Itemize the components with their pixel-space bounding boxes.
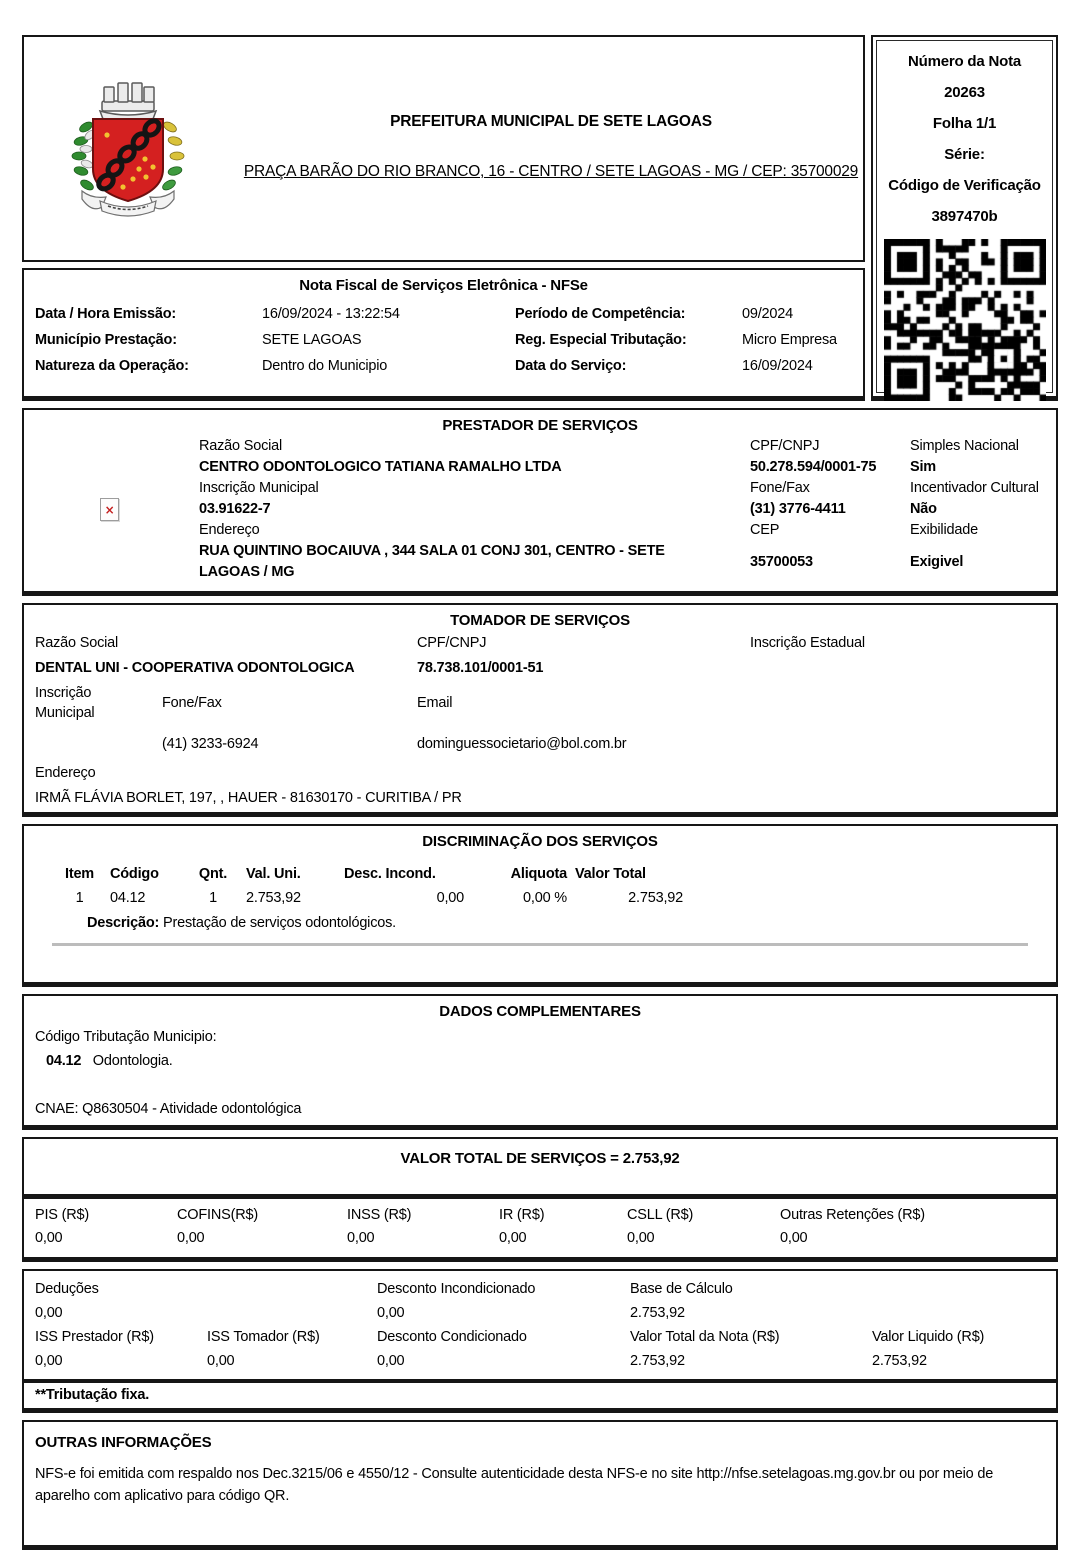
value-iss-tomador: 0,00 xyxy=(207,1353,235,1369)
broken-image-x: × xyxy=(104,502,115,517)
servicos-title: DISCRIMINAÇÃO DOS SERVIÇOS xyxy=(422,833,658,850)
municipality-title: PREFEITURA MUNICIPAL DE SETE LAGOAS xyxy=(390,113,712,130)
nota-verificacao: 3897470b xyxy=(931,208,998,225)
valor-total-line: VALOR TOTAL DE SERVIÇOS = 2.753,92 xyxy=(400,1150,680,1167)
field-label: Natureza da Operação: xyxy=(35,358,189,374)
nfse-document xyxy=(22,35,1058,1557)
dados-title: DADOS COMPLEMENTARES xyxy=(439,1003,641,1020)
tributacao-fixa-note: **Tributação fixa. xyxy=(35,1387,150,1403)
logo-cell xyxy=(24,37,239,260)
nota-inner xyxy=(876,40,1053,393)
nota-serie-label: Série: xyxy=(944,146,985,163)
servicos-table-row xyxy=(24,886,1056,910)
field-label: CPF/CNPJ xyxy=(750,438,820,454)
cell-valor-total: 2.753,92 xyxy=(628,890,683,906)
field-label: Simples Nacional xyxy=(910,438,1019,454)
field-label: Período de Competência: xyxy=(515,306,686,322)
ret-label-pis: PIS (R$) xyxy=(35,1207,89,1223)
field-label: Endereço xyxy=(35,765,96,781)
prestador-fields xyxy=(24,434,1056,591)
cell-item: 1 xyxy=(75,890,84,906)
codigo-tributacao-desc: Odontologia. xyxy=(92,1053,173,1069)
field-value: Micro Empresa xyxy=(742,332,837,348)
prestador-razao-social: CENTRO ODONTOLOGICO TATIANA RAMALHO LTDA xyxy=(199,459,562,475)
outras-title: OUTRAS INFORMAÇÕES xyxy=(35,1434,212,1451)
ret-label-ir: IR (R$) xyxy=(499,1207,545,1223)
cell-desc-incond: 0,00 xyxy=(436,890,464,906)
prestador-incentivador: Não xyxy=(910,501,937,517)
ret-value-outras: 0,00 xyxy=(780,1230,808,1246)
label-deducoes: Deduções xyxy=(35,1281,99,1297)
spacer xyxy=(24,946,1056,982)
municipality-coat-of-arms-icon xyxy=(60,75,196,225)
prestador-inscricao: 03.91622-7 xyxy=(199,501,271,517)
value-desc-condicionado: 0,00 xyxy=(377,1353,405,1369)
field-label: Razão Social xyxy=(35,635,119,651)
prestador-cep: 35700053 xyxy=(750,553,813,570)
dados-complementares-section xyxy=(22,994,1058,1130)
tomador-razao-social: DENTAL UNI - COOPERATIVA ODONTOLOGICA xyxy=(35,660,355,676)
tomador-cnpj: 78.738.101/0001-51 xyxy=(417,660,544,676)
ret-label-cofins: COFINS(R$) xyxy=(177,1207,258,1223)
nota-number-box xyxy=(871,35,1058,401)
qr-code xyxy=(884,239,1046,401)
tomador-fields xyxy=(24,629,1056,812)
servico-descricao-line xyxy=(87,912,1056,934)
nota-folha: Folha 1/1 xyxy=(932,115,997,132)
label-valor-total-nota: Valor Total da Nota (R$) xyxy=(630,1329,780,1345)
totais-grid xyxy=(24,1271,1056,1375)
field-value: 16/09/2024 xyxy=(742,358,813,374)
col-header-qnt: Qnt. xyxy=(198,866,228,882)
servicos-table-header xyxy=(24,862,1056,886)
prestador-endereco: RUA QUINTINO BOCAIUVA , 344 SALA 01 CONJ 301, CENTRO - SETE LAGOAS / MG xyxy=(199,543,665,580)
field-label: Fone/Fax xyxy=(750,480,810,496)
label-desc-incondicionado: Desconto Incondicionado xyxy=(377,1281,536,1297)
ret-value-csll: 0,00 xyxy=(627,1230,655,1246)
label-desc-condicionado: Desconto Condicionado xyxy=(377,1329,527,1345)
field-label: Inscrição Municipal xyxy=(199,480,319,496)
municipality-address: PRAÇA BARÃO DO RIO BRANCO, 16 - CENTRO / SETE LAGOAS - MG / CEP: 35700029 xyxy=(243,163,859,180)
value-deducoes: 0,00 xyxy=(35,1305,63,1321)
nfse-fields xyxy=(24,294,863,374)
nota-numero-label: Número da Nota xyxy=(907,53,1022,70)
codigo-tributacao-line xyxy=(46,1050,1056,1072)
field-value: Dentro do Municipio xyxy=(262,358,388,374)
header-text xyxy=(239,37,863,260)
top-row xyxy=(22,35,1058,408)
field-label: Exibilidade xyxy=(910,522,978,538)
nota-verificacao-label: Código de Verificação xyxy=(888,177,1041,194)
codigo-tributacao-value: 04.12 xyxy=(46,1053,82,1069)
label-base-calculo: Base de Cálculo xyxy=(630,1281,733,1297)
nfse-title: Nota Fiscal de Serviços Eletrônica - NFSe xyxy=(299,277,588,294)
tomador-email: dominguessocietario@bol.com.br xyxy=(417,736,627,752)
label-valor-liquido: Valor Liquido (R$) xyxy=(872,1329,985,1345)
municipality-header xyxy=(22,35,865,262)
col-header-codigo: Código xyxy=(110,866,159,882)
valor-total-section xyxy=(22,1137,1058,1262)
label-iss-prestador: ISS Prestador (R$) xyxy=(35,1329,154,1345)
ret-value-pis: 0,00 xyxy=(35,1230,63,1246)
descricao-text: Prestação de serviços odontológicos. xyxy=(163,915,396,931)
ret-label-csll: CSLL (R$) xyxy=(627,1207,694,1223)
prestador-section xyxy=(22,408,1058,596)
value-base-calculo: 2.753,92 xyxy=(630,1305,685,1321)
retencoes-labels xyxy=(24,1199,1056,1257)
ret-value-cofins: 0,00 xyxy=(177,1230,205,1246)
field-value: SETE LAGOAS xyxy=(262,332,362,348)
field-label: Endereço xyxy=(199,522,260,538)
field-label: Incentivador Cultural xyxy=(910,480,1039,496)
field-label: Inscrição Estadual xyxy=(750,635,865,651)
field-label: Inscrição Municipal xyxy=(35,685,95,721)
tomador-fone: (41) 3233-6924 xyxy=(162,736,259,752)
col-header-item: Item xyxy=(64,866,94,882)
broken-image-icon xyxy=(100,498,119,521)
cell-val-uni: 2.753,92 xyxy=(246,890,301,906)
field-value: 16/09/2024 - 13:22:54 xyxy=(262,306,400,322)
field-label: Email xyxy=(417,695,453,711)
field-label: Município Prestação: xyxy=(35,332,177,348)
field-label: Data / Hora Emissão: xyxy=(35,306,177,322)
field-value: 09/2024 xyxy=(742,306,794,322)
col-header-aliquota: Aliquota xyxy=(510,866,567,882)
totais-section xyxy=(22,1269,1058,1413)
nfse-emission-box xyxy=(22,268,865,401)
tomador-endereco: IRMÃ FLÁVIA BORLET, 197, , HAUER - 81630170 - CURITIBA / PR xyxy=(35,790,462,806)
outras-informacoes-section xyxy=(22,1420,1058,1550)
outras-text: NFS-e foi emitida com respaldo nos Dec.3215/06 e 4550/12 - Consulte autenticidade desta NFS-e no site http://nfse.setelagoas.mg.gov.br ou por meio de aparelho com aplicativo para código QR. xyxy=(35,1466,994,1504)
label-iss-tomador: ISS Tomador (R$) xyxy=(207,1329,320,1345)
ret-value-ir: 0,00 xyxy=(499,1230,527,1246)
prestador-simples: Sim xyxy=(910,459,936,475)
field-label: CEP xyxy=(750,522,780,538)
field-label: CPF/CNPJ xyxy=(417,635,487,651)
descricao-label: Descrição: xyxy=(87,915,160,931)
col-header-desc-incond: Desc. Incond. xyxy=(344,866,436,882)
servicos-section xyxy=(22,824,1058,987)
field-label: Reg. Especial Tributação: xyxy=(515,332,687,348)
prestador-fone: (31) 3776-4411 xyxy=(750,501,846,517)
cnae-line: CNAE: Q8630504 - Atividade odontológica xyxy=(35,1101,302,1117)
value-desc-incondicionado: 0,00 xyxy=(377,1305,405,1321)
ret-label-inss: INSS (R$) xyxy=(347,1207,412,1223)
col-header-val-uni: Val. Uni. xyxy=(246,866,301,882)
tomador-section xyxy=(22,603,1058,817)
ret-value-inss: 0,00 xyxy=(347,1230,375,1246)
codigo-tributacao-label: Código Tributação Municipio: xyxy=(35,1029,217,1045)
prestador-exibilidade: Exigivel xyxy=(910,553,964,570)
tomador-title: TOMADOR DE SERVIÇOS xyxy=(450,612,630,629)
field-label: Data do Serviço: xyxy=(515,358,627,374)
value-iss-prestador: 0,00 xyxy=(35,1353,63,1369)
value-valor-total-nota: 2.753,92 xyxy=(630,1353,685,1369)
ret-label-outras: Outras Retenções (R$) xyxy=(780,1207,925,1223)
prestador-title: PRESTADOR DE SERVIÇOS xyxy=(442,417,638,434)
field-label: Razão Social xyxy=(199,438,283,454)
top-left-column xyxy=(22,35,865,408)
prestador-cnpj: 50.278.594/0001-75 xyxy=(750,459,877,475)
cell-codigo: 04.12 xyxy=(110,890,146,906)
nota-numero: 20263 xyxy=(944,84,985,101)
col-header-valor-total: Valor Total xyxy=(575,866,646,882)
cell-qnt: 1 xyxy=(209,890,217,906)
field-label: Fone/Fax xyxy=(162,695,222,711)
cell-aliquota: 0,00 % xyxy=(523,890,567,906)
value-valor-liquido: 2.753,92 xyxy=(872,1353,927,1369)
